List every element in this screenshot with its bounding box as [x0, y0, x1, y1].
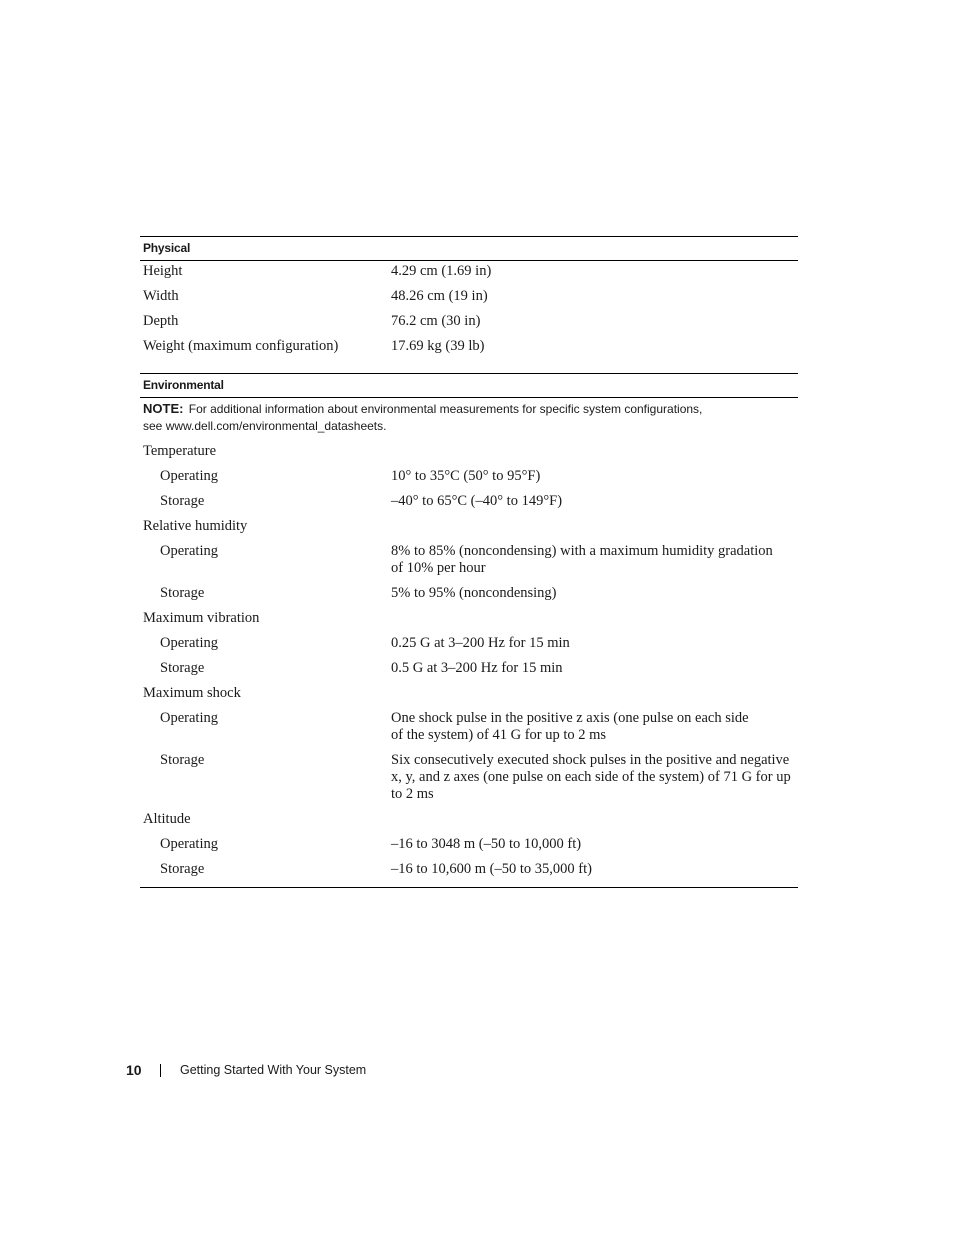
spec-value: 10° to 35°C (50° to 95°F)	[391, 468, 541, 484]
spec-label: Operating	[160, 543, 218, 559]
spec-value: 5% to 95% (noncondensing)	[391, 585, 557, 601]
spec-label: Operating	[160, 635, 218, 651]
section-physical-heading: Physical	[140, 236, 798, 261]
spec-row-weight	[140, 338, 798, 363]
spec-label: Operating	[160, 836, 218, 852]
spec-value: 76.2 cm (30 in)	[391, 313, 481, 329]
group-heading-maximum-vibration: Maximum vibration	[143, 610, 260, 626]
specifications-table	[140, 236, 798, 888]
spec-row-temperature-operating	[140, 468, 798, 493]
note-label: NOTE:	[143, 401, 184, 416]
spec-row-height	[140, 263, 798, 288]
spec-row-humidity-operating	[140, 543, 798, 585]
note-end: .	[383, 419, 387, 433]
spec-row-vibration-storage	[140, 660, 798, 685]
spec-value: 48.26 cm (19 in)	[391, 288, 488, 304]
environmental-rows	[140, 435, 798, 887]
spec-value: One shock pulse in the positive z axis (one pulse on each side of the system) of 41 G for up to 2 ms	[391, 710, 749, 743]
note-text: For additional information about environmental measurements for specific system configurations,	[188, 402, 703, 416]
spec-row-shock-operating	[140, 710, 798, 752]
spec-value: 4.29 cm (1.69 in)	[391, 263, 492, 279]
footer-divider	[160, 1064, 161, 1077]
spec-row-width	[140, 288, 798, 313]
spec-value: –16 to 10,600 m (–50 to 35,000 ft)	[391, 861, 592, 877]
spec-value: 0.5 G at 3–200 Hz for 15 min	[391, 660, 563, 676]
note-url-link[interactable]: www.dell.com/environmental_datasheets	[165, 419, 384, 433]
spec-value: 0.25 G at 3–200 Hz for 15 min	[391, 635, 570, 651]
spec-row-depth	[140, 313, 798, 338]
physical-rows	[140, 261, 798, 373]
spec-label: Storage	[160, 660, 205, 676]
spec-label: Height	[143, 263, 183, 279]
note-see: see	[143, 419, 166, 433]
spec-row-humidity-storage	[140, 585, 798, 610]
page-number: 10	[126, 1062, 142, 1078]
spec-value: Six consecutively executed shock pulses in the positive and negative x, y, and z axes (one pulse on each side of the system) of 71 G for up to 2 ms	[391, 752, 791, 802]
spec-label: Operating	[160, 468, 218, 484]
group-heading-maximum-shock: Maximum shock	[143, 685, 241, 701]
environmental-note	[140, 398, 743, 435]
spec-label: Storage	[160, 493, 205, 509]
spec-row-altitude-storage	[140, 861, 798, 881]
page-footer	[126, 1061, 366, 1079]
spec-value: –40° to 65°C (–40° to 149°F)	[391, 493, 563, 509]
section-environmental-heading: Environmental	[140, 373, 798, 398]
group-heading-relative-humidity: Relative humidity	[143, 518, 248, 534]
footer-title: Getting Started With Your System	[180, 1063, 367, 1077]
group-heading-temperature: Temperature	[143, 443, 217, 459]
spec-value: 8% to 85% (noncondensing) with a maximum humidity gradation of 10% per hour	[391, 543, 773, 576]
group-heading-altitude: Altitude	[143, 811, 191, 827]
spec-value: –16 to 3048 m (–50 to 10,000 ft)	[391, 836, 582, 852]
spec-row-shock-storage	[140, 752, 798, 811]
spec-label: Storage	[160, 585, 205, 601]
spec-label: Depth	[143, 313, 179, 329]
spec-label: Storage	[160, 752, 205, 768]
spec-row-vibration-operating	[140, 635, 798, 660]
spec-label: Weight (maximum configuration)	[143, 338, 339, 354]
spec-row-temperature-storage	[140, 493, 798, 518]
spec-label: Width	[143, 288, 179, 304]
spec-label: Storage	[160, 861, 205, 877]
spec-value: 17.69 kg (39 lb)	[391, 338, 485, 354]
spec-row-altitude-operating	[140, 836, 798, 861]
spec-label: Operating	[160, 710, 218, 726]
